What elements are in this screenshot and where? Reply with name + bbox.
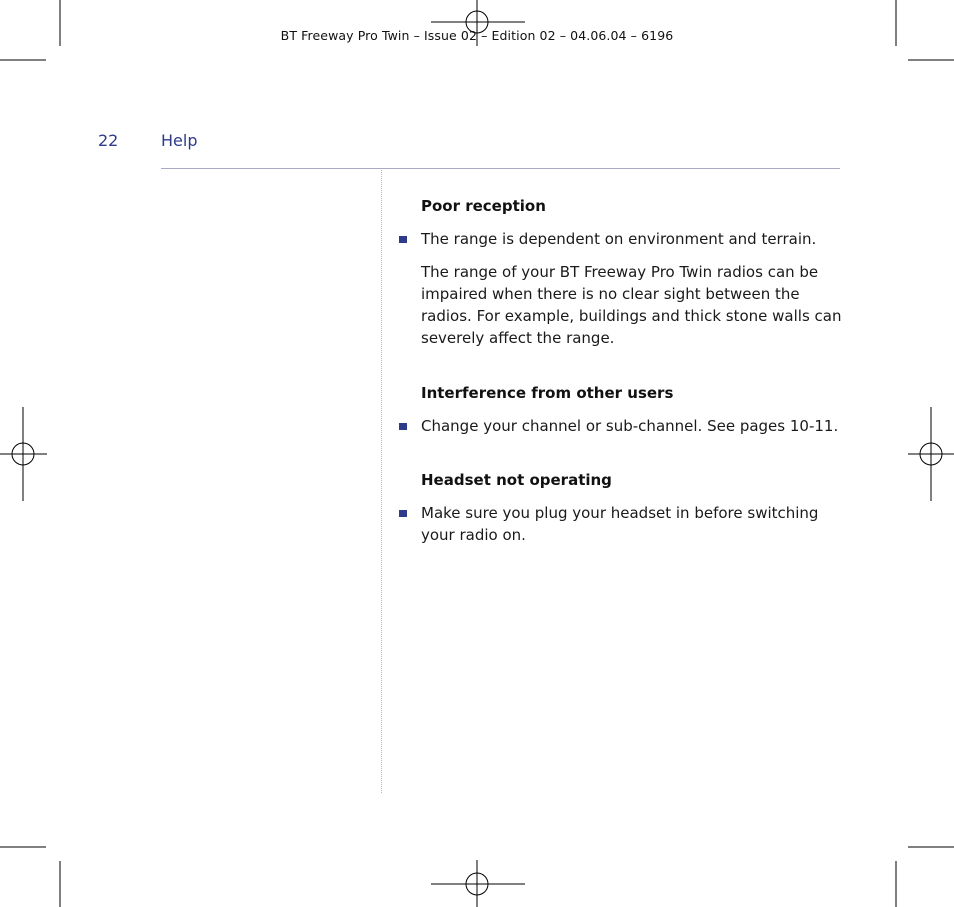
topic-headset [421,469,846,546]
topic-interference [421,382,846,437]
slug-line: BT Freeway Pro Twin – Issue 02 – Edition 02 – 04.06.04 – 6196 [280,28,674,43]
topic-heading: Poor reception [421,197,546,215]
bullet-item [421,228,846,250]
help-content [421,195,846,546]
registration-mark-bottom [431,860,525,907]
section-title: Help [161,131,198,150]
header-rule [161,168,840,169]
bullet-text: The range is dependent on environment and terrain. [421,230,817,248]
topic-poor-reception [421,195,846,349]
column-divider [381,170,382,793]
topic-paragraph: The range of your BT Freeway Pro Twin radios can be impaired when there is no clear sight between the radios. For example, buildings and thick stone walls can severely affect the range. [421,263,842,347]
topic-heading: Headset not operating [421,471,612,489]
page-number: 22 [98,131,119,150]
bullet-item [421,502,821,546]
registration-mark-right [908,407,954,501]
registration-mark-left [0,407,47,501]
bullet-text: Change your channel or sub-channel. See pages 10-11. [421,417,839,435]
square-bullet-icon [399,236,407,243]
square-bullet-icon [399,510,407,517]
bullet-text: Make sure you plug your headset in before switching your radio on. [421,504,819,544]
bullet-item [421,415,846,437]
square-bullet-icon [399,423,407,430]
topic-heading: Interference from other users [421,384,674,402]
